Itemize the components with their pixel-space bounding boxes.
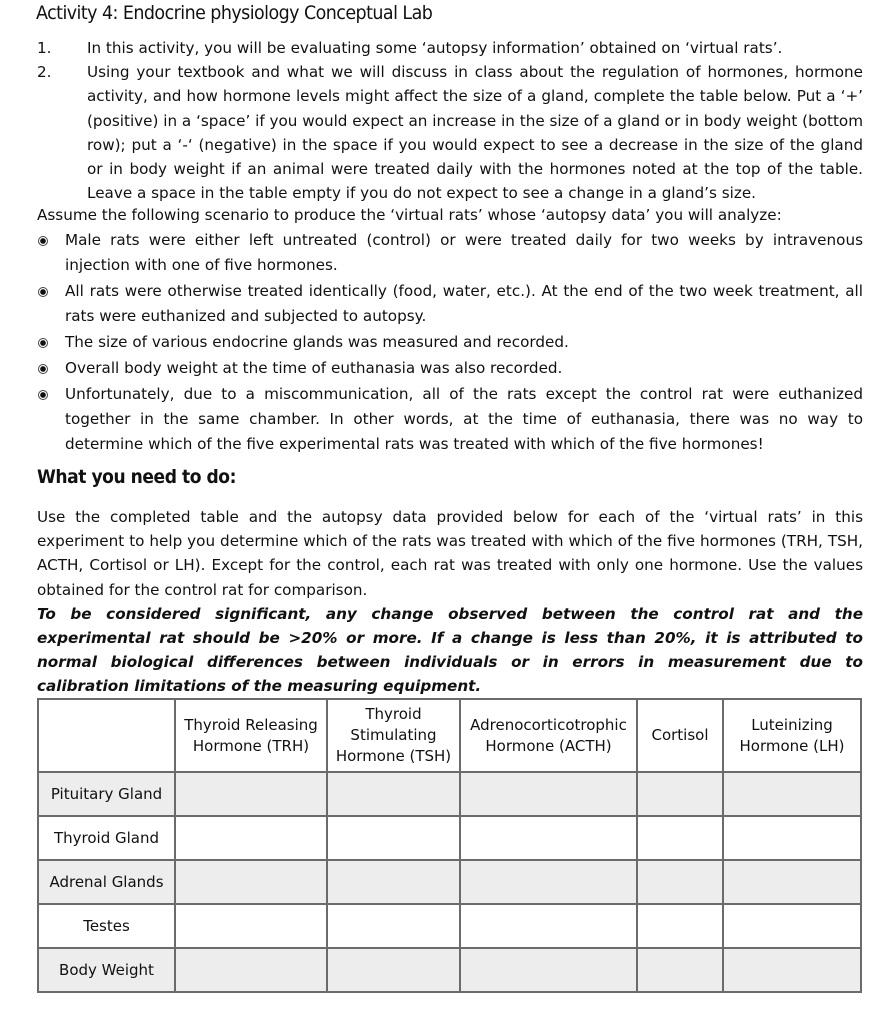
answer-cell[interactable]: [723, 948, 861, 992]
bullet-text: All rats were otherwise treated identically (food, water, etc.). At the end of the two week treatment, all rats were euthanized and subjected to autopsy.: [65, 282, 863, 325]
answer-cell[interactable]: [460, 816, 637, 860]
radio-bullet-icon: [38, 287, 48, 297]
bullet-item: [37, 382, 863, 457]
corner-cell: [38, 699, 175, 772]
bullet-item: [37, 228, 863, 278]
answer-cell[interactable]: [460, 860, 637, 904]
bullet-item: [37, 279, 863, 329]
column-header-trh: Thyroid Releasing Hormone (TRH): [175, 699, 327, 772]
instructions-paragraph: Use the completed table and the autopsy data provided below for each of the ‘virtual rats’ in this experiment to help you determine which of the rats was treated with which of the five hormones (TRH, TSH, ACTH, Cortisol or LH). Except for the control, each rat was treated with only one hormone. Use the values obtained for the control rat for comparison.: [37, 508, 863, 599]
answer-cell[interactable]: [327, 860, 460, 904]
answer-cell[interactable]: [175, 816, 327, 860]
answer-cell[interactable]: [637, 860, 723, 904]
row-label: Thyroid Gland: [38, 816, 175, 860]
answer-cell[interactable]: [327, 948, 460, 992]
answer-cell[interactable]: [460, 772, 637, 816]
answer-cell[interactable]: [175, 860, 327, 904]
answer-cell[interactable]: [637, 816, 723, 860]
answer-cell[interactable]: [175, 904, 327, 948]
answer-cell[interactable]: [175, 948, 327, 992]
significance-note: To be considered significant, any change observed between the control rat and the experimental rat should be >20% or more. If a change is less than 20%, it is attributed to normal biological differences between individuals or in errors in measurement due to calibration limitations of the measuring equipment.: [37, 605, 863, 695]
bullet-text: Overall body weight at the time of euthanasia was also recorded.: [65, 359, 563, 377]
table-header-row: [38, 699, 861, 772]
table-row: [38, 904, 861, 948]
table-row: [38, 860, 861, 904]
row-label: Pituitary Gland: [38, 772, 175, 816]
answer-cell[interactable]: [723, 860, 861, 904]
answer-cell[interactable]: [327, 904, 460, 948]
radio-bullet-icon: [38, 236, 48, 246]
item-number: 2.: [37, 63, 52, 82]
item-number: 1.: [37, 39, 52, 57]
radio-bullet-icon: [38, 390, 48, 400]
item-text: Using your textbook and what we will discuss in class about the regulation of hormones, hormone activity, and how hormone levels might affect the size of a gland, complete the table below. Put a ‘+’ (positive) in a ‘space’ if you would expect an increase in the size of a gland or in body weight (bottom row); put a ‘-‘ (negative) in the space if you would expect to see a decrease in the size of the gland or in body weight if an animal were treated daily with the hormones noted at the top of the table. Leave a space in the table empty if you do not expect to see a change in a gland’s size.: [87, 63, 863, 203]
column-header-cortisol: Cortisol: [637, 699, 723, 772]
numbered-instructions: [37, 36, 863, 205]
answer-cell[interactable]: [723, 772, 861, 816]
column-header-acth: Adrenocorticotrophic Hormone (ACTH): [460, 699, 637, 772]
answer-cell[interactable]: [327, 772, 460, 816]
radio-bullet-icon: [38, 338, 48, 348]
answer-cell[interactable]: [460, 904, 637, 948]
answer-cell[interactable]: [460, 948, 637, 992]
answer-cell[interactable]: [637, 904, 723, 948]
row-label: Adrenal Glands: [38, 860, 175, 904]
answer-cell[interactable]: [637, 948, 723, 992]
numbered-item: [37, 60, 863, 205]
radio-bullet-icon: [38, 364, 48, 374]
bullet-item: [37, 356, 863, 381]
item-text: In this activity, you will be evaluating some ‘autopsy information’ obtained on ‘virtual rats’.: [87, 39, 783, 57]
answer-cell[interactable]: [175, 772, 327, 816]
answer-cell[interactable]: [723, 904, 861, 948]
scenario-intro: Assume the following scenario to produce the ‘virtual rats’ whose ‘autopsy data’ you will analyze:: [37, 206, 782, 224]
table-row: [38, 816, 861, 860]
answer-cell[interactable]: [637, 772, 723, 816]
section-heading: What you need to do:: [37, 466, 236, 488]
hormone-effects-table: [37, 698, 862, 993]
table-row: [38, 772, 861, 816]
bullet-item: [37, 330, 863, 355]
scenario-bullet-list: [37, 228, 863, 457]
column-header-tsh: Thyroid Stimulating Hormone (TSH): [327, 699, 460, 772]
table-row: [38, 948, 861, 992]
answer-cell[interactable]: [723, 816, 861, 860]
bullet-text: The size of various endocrine glands was measured and recorded.: [65, 333, 569, 351]
numbered-item: [37, 36, 863, 60]
row-label: Testes: [38, 904, 175, 948]
bullet-text: Male rats were either left untreated (control) or were treated daily for two weeks by intravenous injection with one of five hormones.: [65, 231, 863, 274]
column-header-lh: Luteinizing Hormone (LH): [723, 699, 861, 772]
document-title: Activity 4: Endocrine physiology Conceptual Lab: [36, 2, 433, 24]
row-label: Body Weight: [38, 948, 175, 992]
answer-cell[interactable]: [327, 816, 460, 860]
bullet-text: Unfortunately, due to a miscommunication, all of the rats except the control rat were euthanized together in the same chamber. In other words, at the time of euthanasia, there was no way to determine which of the five experimental rats was treated with which of the five hormones!: [65, 385, 863, 453]
